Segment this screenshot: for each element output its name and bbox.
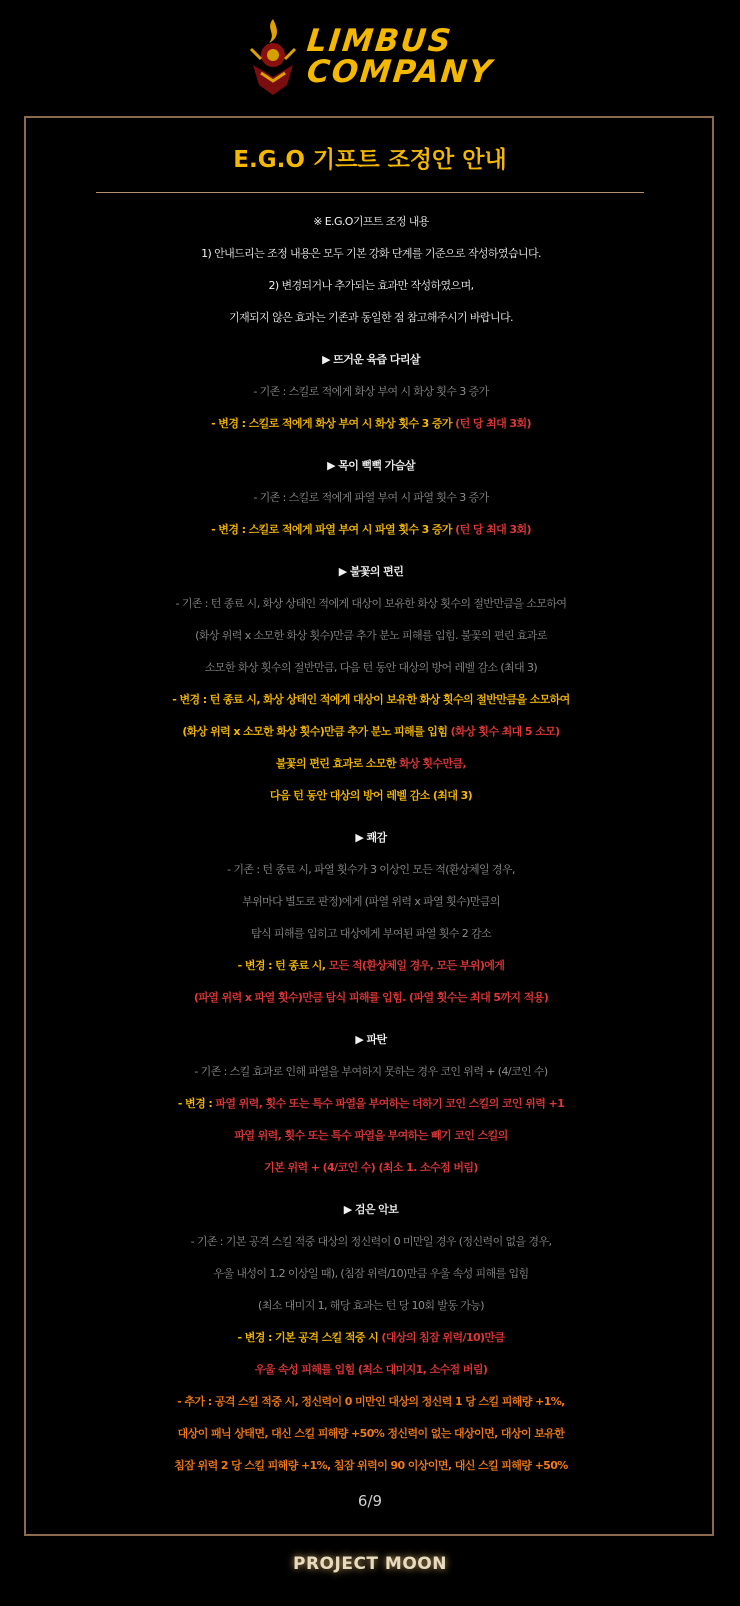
section-heading: ▶ 목이 뻑뻑 가슴살: [327, 459, 415, 472]
text-segment: (대상의 침잠 위력/10)만큼: [381, 1331, 505, 1344]
text-segment: (화상 위력 x 소모한 화상 횟수)만큼 추가 분노 피해를 입힘. 불꽃의 편린 효과로: [195, 629, 547, 642]
text-segment: - 추가 : 공격 스킬 적중 시, 정신력이 0 미만인 대상의 정신력 1 당 스킬 피해량 +1%,: [177, 1395, 565, 1408]
section-line: [26, 950, 716, 982]
text-segment: 불꽃의 편린 효과로 소모한: [275, 757, 400, 770]
section-line: [26, 652, 716, 684]
text-segment: 소모한 화상 횟수의 절반만큼, 다음 턴 동안 대상의 방어 레벨 감소 (최대 3): [204, 661, 538, 674]
section-heading: ▶ 불꽃의 편린: [338, 565, 404, 578]
text-segment: 파열 위력, 횟수 또는 특수 파열을 부여하는 더하기 코인 스킬의 코인 위력 +1: [215, 1097, 565, 1110]
section-line: [26, 620, 716, 652]
section-line: [26, 780, 716, 812]
text-segment: (화상 위력 x 소모한 화상 횟수)만큼 추가 분노 피해를 입힘: [182, 725, 451, 738]
text-segment: - 변경 :: [177, 1097, 216, 1110]
text-segment: - 변경 : 스킬로 적에게 화상 부여 시 화상 횟수 3 증가: [211, 417, 456, 430]
section-line: [26, 408, 716, 440]
text-segment: - 기존 : 스킬로 적에게 파열 부여 시 파열 횟수 3 증가: [253, 491, 489, 504]
text-segment: 모든 적(환상체일 경우, 모든 부위)에게: [328, 959, 505, 972]
company-emblem-icon: [247, 15, 299, 99]
section-line: [26, 1386, 716, 1418]
text-segment: - 변경 : 스킬로 적에게 파열 부여 시 파열 횟수 3 증가: [211, 523, 456, 536]
text-segment: (턴 당 최대 3회): [455, 417, 531, 430]
section-line: [26, 376, 716, 408]
section-line: [26, 854, 716, 886]
section-line: [26, 1418, 716, 1450]
limbus-company-logo: [0, 14, 740, 100]
text-segment: 기본 위력 + (4/코인 수) (최소 1. 소수점 버림): [264, 1161, 478, 1174]
text-segment: (턴 당 최대 3회): [455, 523, 531, 536]
text-segment: - 기존 : 기본 공격 스킬 적중 대상의 정신력이 0 미만일 경우 (정신력이 없을 경우,: [190, 1235, 552, 1248]
text-segment: (최소 대미지 1, 해당 효과는 턴 당 10회 발동 가능): [258, 1299, 484, 1312]
section-line: [26, 588, 716, 620]
section-gap: [26, 1184, 716, 1194]
text-segment: 탐식 피해를 입히고 대상에게 부여된 파열 횟수 2 감소: [250, 927, 492, 940]
intro-line: 1) 안내드리는 조정 내용은 모두 기본 강화 단계를 기준으로 작성하였습니다.: [201, 247, 541, 260]
text-segment: 침잠 위력 2 당 스킬 피해량 +1%, 침잠 위력이 90 이상이면, 대신 스킬 피해량 +50%: [174, 1459, 568, 1472]
page-indicator: 6/9: [357, 1492, 383, 1510]
notice-title: E.G.O 기프트 조정안 안내: [233, 147, 507, 173]
section-heading: ▶ 뜨거운 육즙 다리살: [322, 353, 420, 366]
section-heading: ▶ 쾌감: [355, 831, 387, 844]
text-segment: - 변경 : 턴 종료 시,: [237, 959, 329, 972]
section-line: [26, 514, 716, 546]
section-line: [26, 1450, 716, 1482]
section-gap: [26, 334, 716, 344]
section-line: [26, 1152, 716, 1184]
section-line: [26, 1226, 716, 1258]
logo-line-1: LIMBUS: [305, 23, 455, 59]
intro-line: 기재되지 않은 효과는 기존과 동일한 점 참고해주시기 바랍니다.: [229, 311, 513, 324]
section-line: [26, 1056, 716, 1088]
intro-line: 2) 변경되거나 추가되는 효과만 작성하였으며,: [268, 279, 474, 292]
section-line: [26, 886, 716, 918]
section-line: [26, 1322, 716, 1354]
section-heading: ▶ 파탄: [355, 1033, 387, 1046]
text-segment: - 기존 : 스킬 효과로 인해 파열을 부여하지 못하는 경우 코인 위력 + (4/코인 수): [194, 1065, 548, 1078]
intro-line: ※ E.G.O기프트 조정 내용: [313, 215, 429, 228]
section-line: [26, 1258, 716, 1290]
logo-line-2: COMPANY: [305, 54, 496, 90]
section-line: [26, 716, 716, 748]
section-gap: [26, 812, 716, 822]
text-segment: 부위마다 별도로 판정)에게 (파열 위력 x 파열 횟수)만큼의: [242, 895, 500, 908]
section-line: [26, 1120, 716, 1152]
section-gap: [26, 1014, 716, 1024]
text-segment: - 기존 : 스킬로 적에게 화상 부여 시 화상 횟수 3 증가: [253, 385, 489, 398]
text-segment: - 기존 : 턴 종료 시, 파열 횟수가 3 이상인 모든 적(환상체일 경우,: [227, 863, 515, 876]
text-segment: (파열 위력 x 파열 횟수)만큼 탐식 피해를 입힘. (파열 횟수는 최대 5까지 적용): [193, 991, 549, 1004]
section-gap: [26, 546, 716, 556]
section-gap: [26, 440, 716, 450]
text-segment: 대상이 패닉 상태면, 대신 스킬 피해량 +50% 정신력이 없는 대상이면, 대상이 보유한: [177, 1427, 565, 1440]
text-segment: 화상 횟수만큼,: [399, 757, 467, 770]
section-line: [26, 1354, 716, 1386]
text-segment: (화상 횟수 최대 5 소모): [450, 725, 560, 738]
section-heading: ▶ 검은 악보: [343, 1203, 399, 1216]
notice-body: [26, 206, 716, 1482]
section-line: [26, 684, 716, 716]
section-line: [26, 1290, 716, 1322]
text-segment: 다음 턴 동안 대상의 방어 레벨 감소 (최대 3): [269, 789, 473, 802]
text-segment: - 변경 : 턴 종료 시, 화상 상태인 적에게 대상이 보유한 화상 횟수의 절반만큼을 소모하여: [172, 693, 570, 706]
text-segment: - 변경 : 기본 공격 스킬 적중 시: [237, 1331, 382, 1344]
section-line: [26, 1088, 716, 1120]
text-segment: 파열 위력, 횟수 또는 특수 파열을 부여하는 빼기 코인 스킬의: [234, 1129, 508, 1142]
section-line: [26, 482, 716, 514]
title-divider: [96, 192, 644, 193]
section-line: [26, 748, 716, 780]
section-line: [26, 982, 716, 1014]
section-line: [26, 918, 716, 950]
text-segment: 우울 내성이 1.2 이상일 때), (침잠 위력/10)만큼 우울 속성 피해를 입힘: [213, 1267, 529, 1280]
logo-wordmark: [305, 23, 496, 90]
text-segment: 우울 속성 피해를 입힘 (최소 대미지1, 소수점 버림): [254, 1363, 488, 1376]
project-moon-footer: PROJECT MOON: [293, 1554, 447, 1574]
text-segment: - 기존 : 턴 종료 시, 화상 상태인 적에게 대상이 보유한 화상 횟수의 절반만큼을 소모하여: [175, 597, 567, 610]
